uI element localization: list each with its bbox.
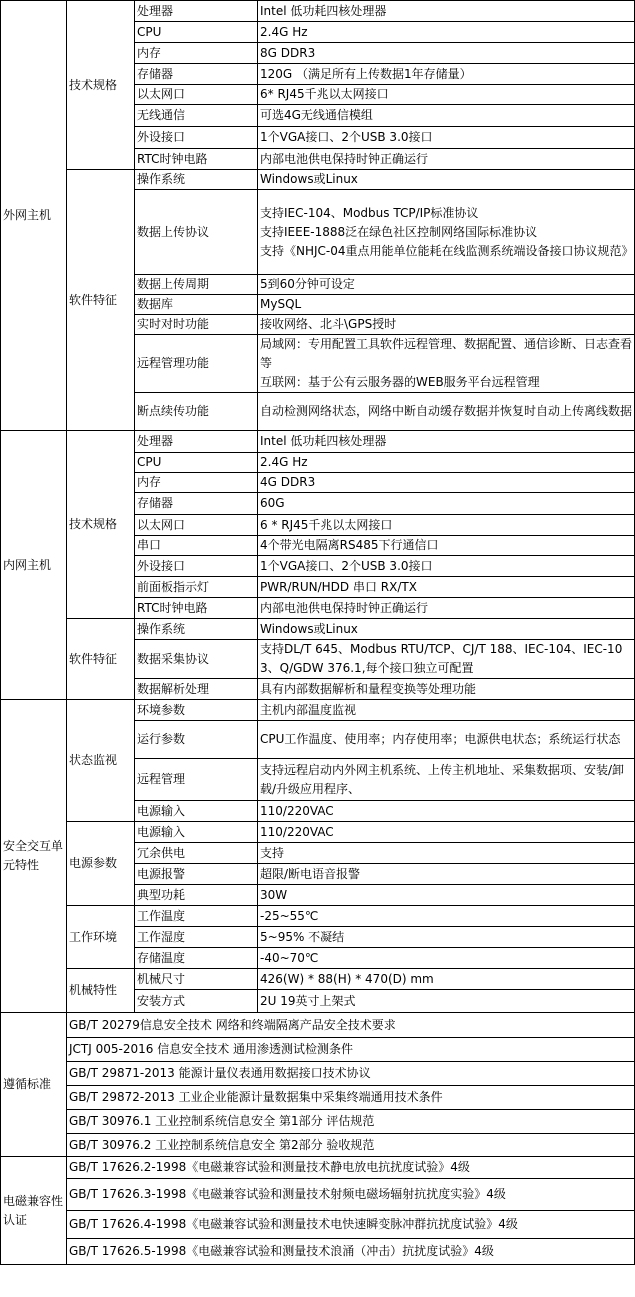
- spec-key: 处理器: [135, 431, 258, 453]
- category-label: 遵循标准: [1, 1013, 67, 1157]
- spec-value: 可选4G无线通信模组: [258, 105, 635, 127]
- spec-value: 6 * RJ45千兆以太网接口: [258, 515, 635, 536]
- standard-item: GB/T 30976.2 工业控制系统信息安全 第2部分 验收规范: [67, 1134, 635, 1157]
- table-row: [1, 822, 635, 843]
- spec-value: CPU工作温度、使用率；内存使用率；电源供电状态；系统运行状态: [258, 721, 635, 759]
- spec-value: 支持: [258, 843, 635, 864]
- spec-key: 电源输入: [135, 822, 258, 843]
- table-row: [1, 1013, 635, 1038]
- standard-item: GB/T 29872-2013 工业企业能源计量数据集中采集终端通用技术条件: [67, 1086, 635, 1110]
- table-row: [1, 619, 635, 640]
- spec-key: 远程管理: [135, 759, 258, 801]
- spec-key: 存储温度: [135, 948, 258, 969]
- spec-value: MySQL: [258, 295, 635, 315]
- spec-key: 数据上传周期: [135, 275, 258, 295]
- spec-value: 接收网络、北斗\GPS授时: [258, 315, 635, 335]
- table-row: [1, 170, 635, 190]
- spec-value: 具有内部数据解析和量程变换等处理功能: [258, 679, 635, 700]
- standard-item: GB/T 20279信息安全技术 网络和终端隔离产品安全技术要求: [67, 1013, 635, 1038]
- table-row: [1, 1110, 635, 1134]
- spec-value: 1个VGA接口、2个USB 3.0接口: [258, 127, 635, 149]
- spec-value: Windows或Linux: [258, 619, 635, 640]
- standard-item: GB/T 17626.3-1998《电磁兼容试验和测量技术射频电磁场辐射抗扰度实验》4级: [67, 1179, 635, 1211]
- table-row: [1, 1062, 635, 1086]
- subcategory-label: 工作环境: [67, 906, 135, 969]
- spec-key: 远程管理功能: [135, 335, 258, 393]
- spec-value: 支持远程启动内外网主机系统、上传主机地址、采集数据项、安装/卸载/升级应用程序、: [258, 759, 635, 801]
- spec-value: -40~70℃: [258, 948, 635, 969]
- spec-value: 6* RJ45千兆以太网接口: [258, 85, 635, 105]
- spec-value: -25~55℃: [258, 906, 635, 927]
- spec-key: 安装方式: [135, 990, 258, 1013]
- category-label: 电磁兼容性认证: [1, 1157, 67, 1265]
- spec-value: 110/220VAC: [258, 801, 635, 822]
- spec-value: 5~95% 不凝结: [258, 927, 635, 948]
- spec-key: 断点续传功能: [135, 393, 258, 431]
- table-row: [1, 1211, 635, 1239]
- spec-key: 电源输入: [135, 801, 258, 822]
- category-label: 安全交互单元特性: [1, 700, 67, 1013]
- spec-key: 数据采集协议: [135, 640, 258, 679]
- table-row: [1, 700, 635, 721]
- spec-value: Windows或Linux: [258, 170, 635, 190]
- table-row: [1, 1086, 635, 1110]
- table-row: [1, 1179, 635, 1211]
- spec-value: 4G DDR3: [258, 473, 635, 493]
- spec-key: 无线通信: [135, 105, 258, 127]
- spec-value: 30W: [258, 885, 635, 906]
- spec-value: 5到60分钟可设定: [258, 275, 635, 295]
- subcategory-label: 状态监视: [67, 700, 135, 822]
- subcategory-label: 软件特征: [67, 619, 135, 700]
- spec-value: Intel 低功耗四核处理器: [258, 431, 635, 453]
- spec-value: 局域网：专用配置工具软件远程管理、数据配置、通信诊断、日志查看等 互联网：基于公有云服务器的WEB服务平台远程管理: [258, 335, 635, 393]
- spec-key: 内存: [135, 43, 258, 64]
- table-row: [1, 906, 635, 927]
- category-label: 内网主机: [1, 431, 67, 700]
- table-row: [1, 1038, 635, 1062]
- spec-value: Intel 低功耗四核处理器: [258, 1, 635, 22]
- table-row: [1, 1157, 635, 1179]
- standard-item: GB/T 17626.5-1998《电磁兼容试验和测量技术浪涌（冲击）抗扰度试验》4级: [67, 1239, 635, 1265]
- subcategory-label: 机械特性: [67, 969, 135, 1013]
- spec-key: 典型功耗: [135, 885, 258, 906]
- spec-key: 工作湿度: [135, 927, 258, 948]
- spec-value: 主机内部温度监视: [258, 700, 635, 721]
- subcategory-label: 软件特征: [67, 170, 135, 431]
- table-row: [1, 431, 635, 453]
- spec-value: 支持DL/T 645、Modbus RTU/TCP、CJ/T 188、IEC-104、IEC-103、Q/GDW 376.1,每个接口独立可配置: [258, 640, 635, 679]
- table-row: [1, 1239, 635, 1265]
- standard-item: JCTJ 005-2016 信息安全技术 通用渗透测试检测条件: [67, 1038, 635, 1062]
- spec-key: 机械尺寸: [135, 969, 258, 990]
- spec-key: CPU: [135, 22, 258, 43]
- spec-value: PWR/RUN/HDD 串口 RX/TX: [258, 577, 635, 598]
- spec-value: 60G: [258, 493, 635, 515]
- spec-value: 内部电池供电保持时钟正确运行: [258, 598, 635, 619]
- spec-key: 以太网口: [135, 85, 258, 105]
- spec-key: 实时对时功能: [135, 315, 258, 335]
- standard-item: GB/T 17626.2-1998《电磁兼容试验和测量技术静电放电抗扰度试验》4级: [67, 1157, 635, 1179]
- spec-value: 超限/断电语音报警: [258, 864, 635, 885]
- spec-key: 数据库: [135, 295, 258, 315]
- spec-key: 冗余供电: [135, 843, 258, 864]
- spec-key: 运行参数: [135, 721, 258, 759]
- spec-key: CPU: [135, 453, 258, 473]
- spec-value: 2.4G Hz: [258, 22, 635, 43]
- spec-key: 工作温度: [135, 906, 258, 927]
- spec-key: 外设接口: [135, 127, 258, 149]
- category-label: 外网主机: [1, 1, 67, 431]
- spec-value: 自动检测网络状态，网络中断自动缓存数据并恢复时自动上传离线数据: [258, 393, 635, 431]
- spec-value: 110/220VAC: [258, 822, 635, 843]
- spec-key: 操作系统: [135, 170, 258, 190]
- spec-value: 120G （满足所有上传数据1年存储量）: [258, 64, 635, 85]
- spec-key: RTC时钟电路: [135, 598, 258, 619]
- spec-value: 1个VGA接口、2个USB 3.0接口: [258, 556, 635, 577]
- spec-key: 操作系统: [135, 619, 258, 640]
- spec-key: 外设接口: [135, 556, 258, 577]
- spec-key: RTC时钟电路: [135, 149, 258, 170]
- spec-key: 内存: [135, 473, 258, 493]
- spec-value: 8G DDR3: [258, 43, 635, 64]
- table-row: [1, 1, 635, 22]
- spec-key: 电源报警: [135, 864, 258, 885]
- spec-key: 前面板指示灯: [135, 577, 258, 598]
- table-row: [1, 1134, 635, 1157]
- spec-key: 数据上传协议: [135, 190, 258, 275]
- standard-item: GB/T 17626.4-1998《电磁兼容试验和测量技术电快速瞬变脉冲群抗扰度试验》4级: [67, 1211, 635, 1239]
- spec-key: 处理器: [135, 1, 258, 22]
- spec-key: 环境参数: [135, 700, 258, 721]
- spec-value: 2.4G Hz: [258, 453, 635, 473]
- spec-value: 支持IEC-104、Modbus TCP/IP标准协议 支持IEEE-1888泛在绿色社区控制网络国际标准协议 支持《NHJC-04重点用能单位能耗在线监测系统端设备接口协议规范》: [258, 190, 635, 275]
- spec-value: 2U 19英寸上架式: [258, 990, 635, 1013]
- subcategory-label: 技术规格: [67, 1, 135, 170]
- standard-item: GB/T 30976.1 工业控制系统信息安全 第1部分 评估规范: [67, 1110, 635, 1134]
- spec-value: 内部电池供电保持时钟正确运行: [258, 149, 635, 170]
- spec-key: 存储器: [135, 64, 258, 85]
- standard-item: GB/T 29871-2013 能源计量仪表通用数据接口技术协议: [67, 1062, 635, 1086]
- spec-key: 以太网口: [135, 515, 258, 536]
- subcategory-label: 技术规格: [67, 431, 135, 619]
- spec-key: 存储器: [135, 493, 258, 515]
- spec-key: 数据解析处理: [135, 679, 258, 700]
- table-row: [1, 969, 635, 990]
- spec-value: 426(W) * 88(H) * 470(D) mm: [258, 969, 635, 990]
- spec-key: 串口: [135, 536, 258, 556]
- spec-value: 4个带光电隔离RS485下行通信口: [258, 536, 635, 556]
- subcategory-label: 电源参数: [67, 822, 135, 906]
